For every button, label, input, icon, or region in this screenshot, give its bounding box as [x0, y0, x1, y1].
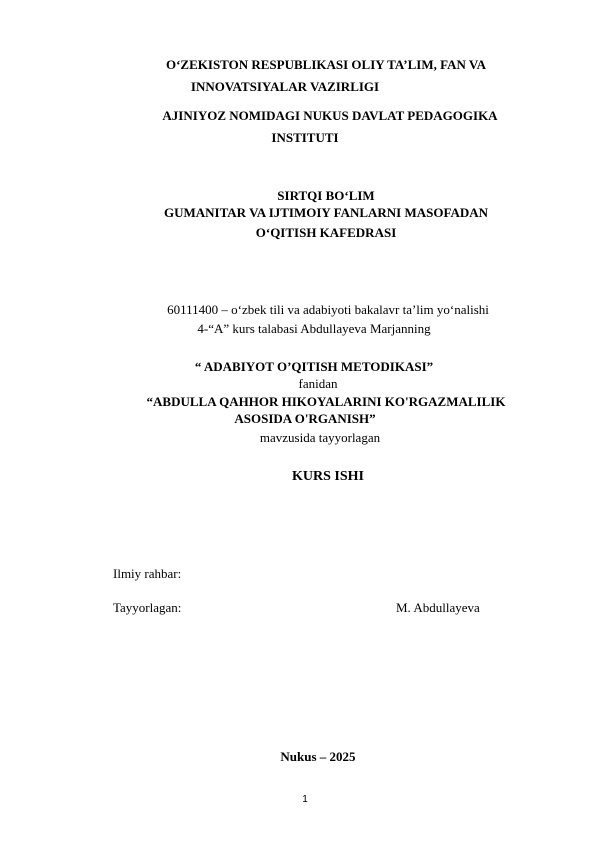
work-type: KURS ISHI	[292, 469, 364, 484]
city-year: Nukus – 2025	[280, 749, 356, 764]
prepared-name: M. Abdullayeva	[396, 600, 480, 615]
supervisor-label: Ilmiy rahbar:	[113, 566, 182, 581]
institute-line-2: INSTITUTI	[271, 130, 339, 145]
student-line-2: 4-“A” kurs talabasi Abdullayeva Marjanning	[197, 321, 431, 336]
ministry-line-1: O‘ZEKISTON RESPUBLIKASI OLIY TA’LIM, FAN VA	[165, 57, 487, 72]
department-line-1: SIRTQI BO‘LIM	[277, 188, 375, 203]
ministry-line-2: INNOVATSIYALAR VAZIRLIGI	[190, 79, 380, 94]
department-line-2: GUMANITAR VA IJTIMOIY FANLARNI MASOFADAN	[163, 205, 489, 220]
prepared-label: Tayyorlagan:	[113, 600, 182, 615]
page-number: 1	[302, 794, 308, 805]
department-line-3: O‘QITISH KAFEDRASI	[255, 225, 397, 240]
topic-suffix: mavzusida tayyorlagan	[259, 430, 381, 445]
subject-name: “ ADABIYOT O’QITISH METODIKASI”	[194, 359, 434, 374]
institute-line-1: AJINIYOZ NOMIDAGI NUKUS DAVLAT PEDAGOGIKA	[162, 108, 498, 123]
topic-line-1: “ABDULLA QAHHOR HIKOYALARINI KO'RGAZMALILIK	[146, 394, 506, 409]
subject-fanidan: fanidan	[298, 376, 338, 391]
student-line-1: 60111400 – o‘zbek tili va adabiyoti bakalavr ta’lim yo‘nalishi	[167, 302, 489, 317]
topic-line-2: ASOSIDA O'RGANISH”	[234, 411, 376, 426]
